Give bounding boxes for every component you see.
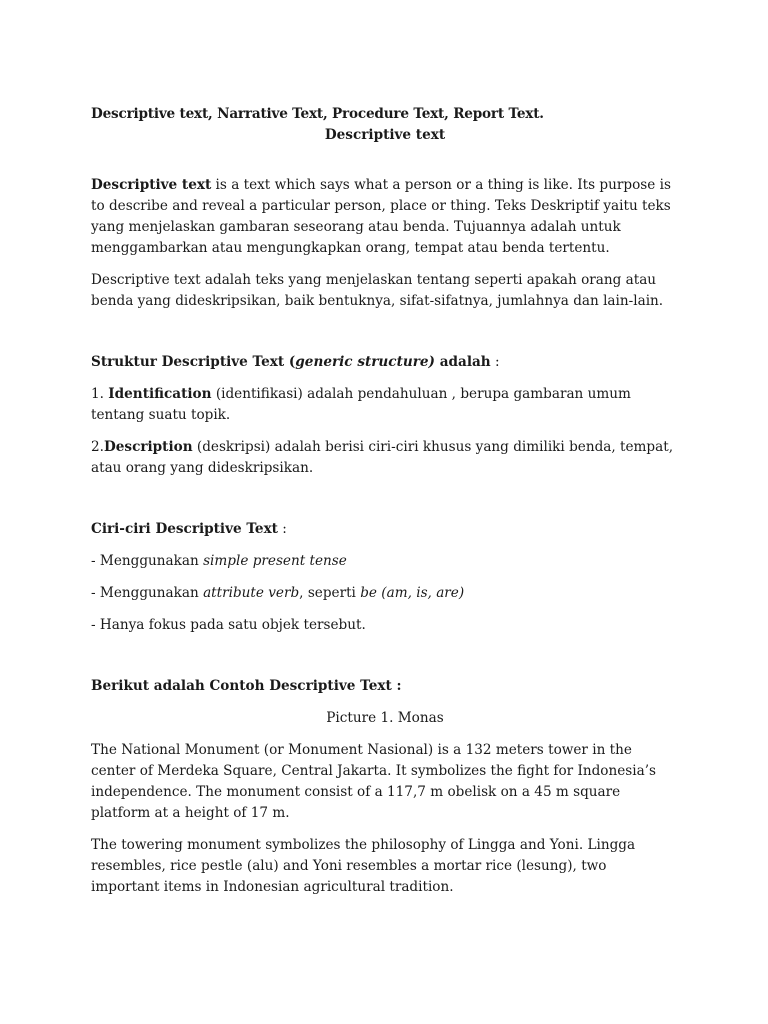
feature-text-mid: , seperti <box>299 585 361 601</box>
structure-heading <box>91 352 679 373</box>
definition-paragraph <box>91 175 679 259</box>
structure-item-identification <box>91 384 679 426</box>
structure-heading-post: adalah <box>434 354 491 370</box>
structure-heading-pre: Struktur Descriptive Text ( <box>91 354 296 370</box>
feature-item-3: - Hanya fokus pada satu objek tersebut. <box>91 617 366 633</box>
feature-item-2 <box>91 583 679 604</box>
picture-caption: Picture 1. Monas <box>326 710 444 726</box>
feature-item-1 <box>91 551 679 572</box>
structure-item-description <box>91 437 679 479</box>
example-paragraph-2: The towering monument symbolizes the philosophy of Lingga and Yoni. Lingga resembles, rice pestle (alu) and Yoni resembles a mortar rice (lesung), two important items in Indonesian agricultural tradition. <box>91 837 636 895</box>
item-number: 1. <box>91 386 109 402</box>
features-heading-colon: : <box>277 521 287 537</box>
item-text: (identifikasi) adalah pendahuluan , berupa gambaran umum tentang suatu topik. <box>91 386 631 423</box>
features-heading-text: Ciri-ciri Descriptive Text <box>91 521 278 537</box>
structure-heading-italic: generic structure) <box>295 354 435 370</box>
item-number: 2. <box>91 439 104 455</box>
feature-italic: simple present tense <box>203 553 347 569</box>
feature-italic-2: be (am, is, are) <box>360 585 465 601</box>
definition-term: Descriptive text <box>91 177 212 193</box>
title-period: . <box>539 106 544 122</box>
item-term: Identification <box>108 386 212 402</box>
definition-paragraph-2: Descriptive text adalah teks yang menjelaskan tentang seperti apakah orang atau benda yang dideskripsikan, baik bentuknya, sifat-sifatnya, jumlahnya dan lain-lain. <box>91 272 664 309</box>
item-text: (deskripsi) adalah berisi ciri-ciri khusus yang dimiliki benda, tempat, atau orang yang dideskripsikan. <box>91 439 674 476</box>
item-term: Description <box>103 439 193 455</box>
example-heading: Berikut adalah Contoh Descriptive Text : <box>91 678 402 694</box>
title-text: Descriptive text, Narrative Text, Procedure Text, Report Text <box>91 106 540 122</box>
feature-text: - Menggunakan <box>91 553 204 569</box>
feature-text: - Menggunakan <box>91 585 204 601</box>
document-body <box>91 104 679 909</box>
example-paragraph-1: The National Monument (or Monument Nasional) is a 132 meters tower in the center of Merdeka Square, Central Jakarta. It symbolizes the fight for Indonesia’s independence. The monument consist of a 117,7 m obelisk on a 45 m square platform at a height of 17 m. <box>91 742 656 821</box>
definition-text: is a text which says what a person or a thing is like. Its purpose is to describe and reveal a particular person, place or thing. Teks Deskriptif yaitu teks yang menjelaskan gambaran seseorang atau benda. Tujuannya adalah untuk menggambarkan atau mengungkapkan orang, tempat atau benda tertentu. <box>91 177 671 256</box>
feature-italic: attribute verb <box>203 585 300 601</box>
document-title <box>91 104 679 125</box>
structure-heading-colon: : <box>490 354 500 370</box>
section-subtitle: Descriptive text <box>324 127 446 143</box>
features-heading <box>91 519 679 540</box>
